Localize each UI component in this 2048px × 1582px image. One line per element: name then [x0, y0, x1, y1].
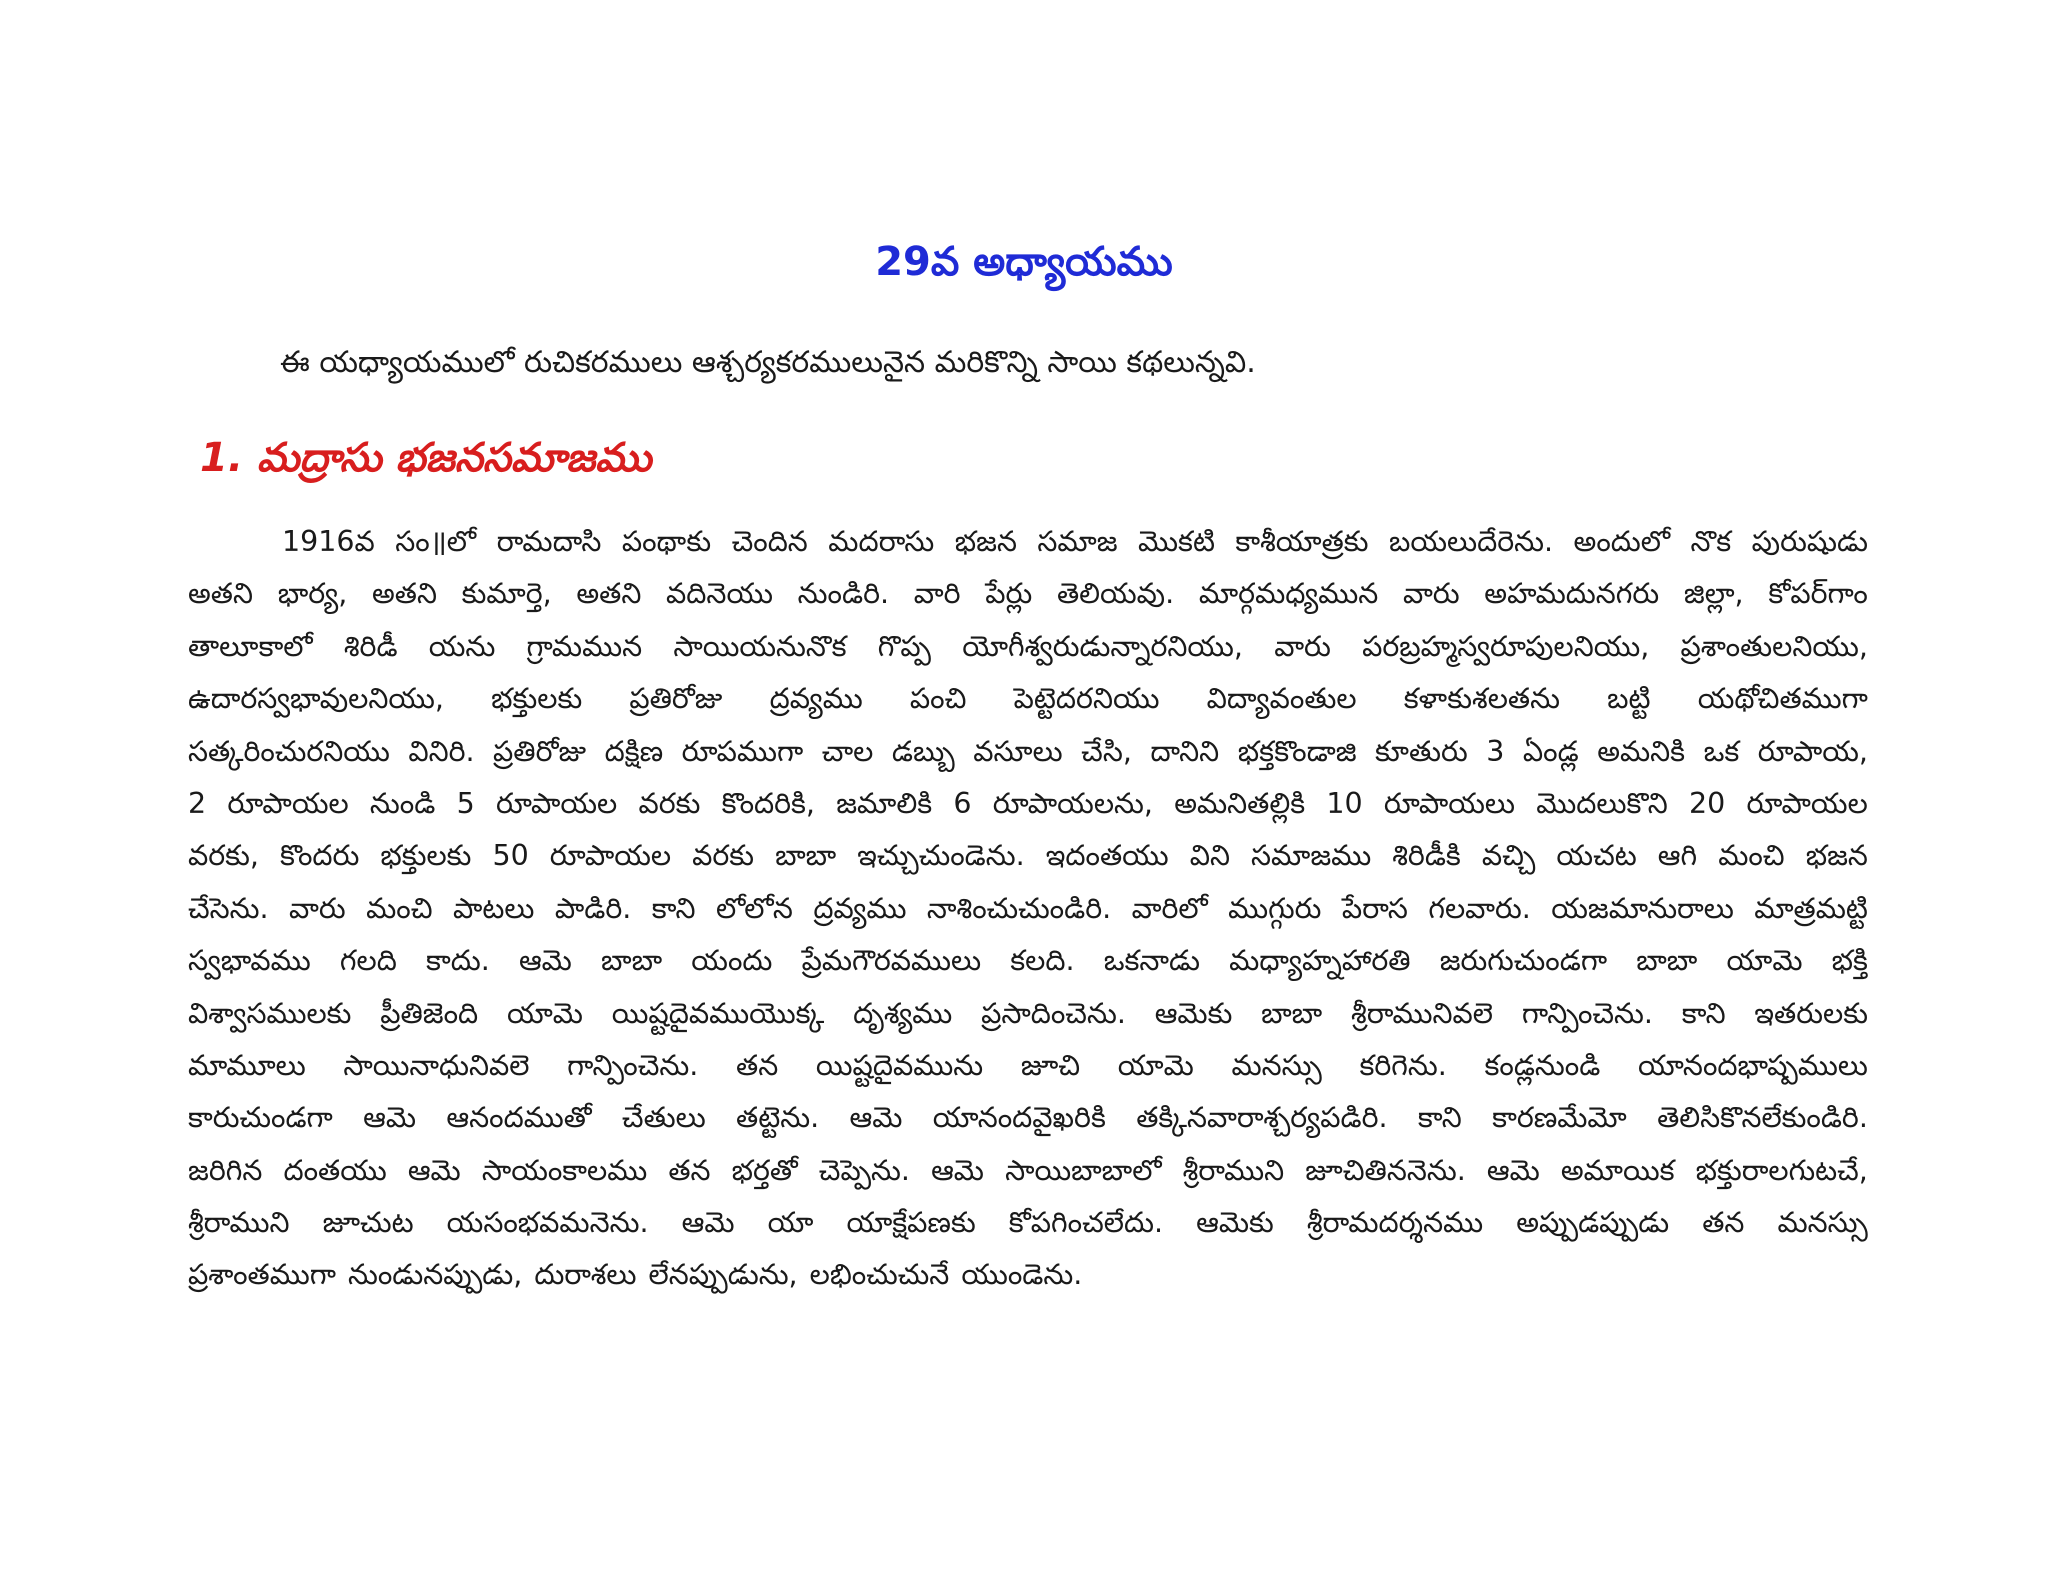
body-paragraph: [188, 525, 1868, 1311]
paragraph-word: ఇతరులకు: [1754, 996, 1868, 1030]
paragraph-word: ప్రేమగౌరవములు: [801, 944, 982, 978]
paragraph-word: ఆమెకు: [1154, 996, 1233, 1030]
paragraph-word: కారుచుండగా: [188, 1101, 333, 1135]
paragraph-word: మాత్రమట్టి: [1754, 891, 1868, 925]
paragraph-word: 5: [456, 786, 475, 820]
paragraph-word: నుండిరి.: [797, 577, 890, 611]
paragraph-word: ప్రీతిజెంది: [380, 996, 479, 1030]
paragraph-word: జిల్లా,: [1683, 577, 1744, 611]
paragraph-word: విని: [1189, 839, 1230, 873]
paragraph-word: కాశీయాత్రకు: [1235, 525, 1369, 558]
paragraph-word: దక్షిణ: [604, 734, 664, 768]
paragraph-word: వినిరి.: [408, 734, 475, 768]
paragraph-word: ప్రశాంతులనియు,: [1680, 629, 1868, 663]
paragraph-word: కొందరికి,: [721, 786, 815, 820]
paragraph-word: లభించుచునే: [809, 1258, 950, 1292]
paragraph-word: అమనితల్లికి: [1174, 786, 1306, 820]
paragraph-word: యజమానురాలు: [1551, 891, 1734, 925]
paragraph-word: 10: [1326, 786, 1363, 820]
paragraph-word: అహమదునగరు: [1484, 577, 1660, 611]
paragraph-word: నొక: [1690, 525, 1732, 558]
paragraph-word: చాల: [821, 734, 874, 768]
paragraph-word: యామె: [506, 996, 583, 1030]
paragraph-word: అందులో: [1573, 525, 1671, 558]
paragraph-word: లోలోన: [715, 891, 793, 925]
paragraph-word: కాని: [1681, 996, 1726, 1030]
paragraph-line: [188, 839, 1868, 891]
paragraph-word: యానందభాష్పములు: [1638, 1048, 1868, 1082]
paragraph-word: గొప్ప: [877, 629, 932, 663]
paragraph-word: పంచి: [909, 682, 967, 716]
paragraph-word: ఏండ్ల: [1522, 734, 1579, 768]
paragraph-word: కోపగించలేదు.: [1008, 1206, 1164, 1240]
paragraph-word: బయలుదేరెను.: [1389, 525, 1554, 558]
paragraph-word: శిరిడీకి: [1392, 839, 1461, 873]
paragraph-word: పాడిరి.: [554, 891, 632, 925]
paragraph-word: వరకు,: [188, 839, 259, 873]
paragraph-word: భక్తులకు: [491, 682, 583, 716]
paragraph-line: [188, 1101, 1868, 1153]
paragraph-word: 20: [1688, 786, 1726, 820]
paragraph-word: ఉదారస్వభావులనియు,: [188, 682, 444, 716]
chapter-intro: ఈ యధ్యాయములో రుచికరములు ఆశ్చర్యకరములునైన మరికొన్ని సాయి కథలున్నవి.: [280, 345, 1256, 380]
paragraph-word: యామె: [1726, 944, 1803, 978]
paragraph-word: ఆమె: [518, 944, 572, 978]
paragraph-word: ఇచ్చుచుండెను.: [857, 839, 1025, 873]
paragraph-word: మొదలుకొని: [1536, 786, 1668, 820]
paragraph-word: తన: [1702, 1206, 1745, 1240]
paragraph-line: [188, 735, 1868, 787]
paragraph-word: ప్రశాంతముగా: [188, 1258, 336, 1292]
paragraph-word: ఇదంతయు: [1045, 839, 1169, 873]
paragraph-word: కోపర్‌గాం: [1768, 577, 1868, 611]
paragraph-word: శ్రీరాముని: [188, 1206, 290, 1240]
paragraph-word: స్వభావము: [188, 944, 311, 978]
paragraph-word: సత్కరించురనియు: [188, 734, 390, 768]
paragraph-line: [188, 787, 1868, 839]
paragraph-word: రూపముగా: [681, 734, 804, 768]
paragraph-line: [188, 1154, 1868, 1206]
paragraph-word: కాని: [1417, 1101, 1462, 1135]
paragraph-word: గ్రామమున: [526, 629, 643, 663]
paragraph-word: పేరాస: [1341, 891, 1408, 925]
paragraph-word: యాక్షేపణకు: [846, 1206, 976, 1240]
paragraph-word: మంచి: [366, 891, 433, 925]
paragraph-word: అప్పుడప్పుడు: [1516, 1206, 1670, 1240]
paragraph-word: అమనికి: [1597, 734, 1686, 768]
paragraph-word: గలది: [339, 944, 397, 978]
paragraph-word: చెప్పెను.: [818, 1153, 910, 1187]
paragraph-word: పెట్టెదరనియు: [1013, 682, 1160, 716]
paragraph-word: దానిని: [1150, 734, 1220, 768]
paragraph-line: [188, 944, 1868, 996]
paragraph-word: ఒకనాడు: [1103, 944, 1200, 978]
paragraph-word: వరకు: [692, 839, 755, 873]
paragraph-word: ఆమెకు: [1196, 1206, 1274, 1240]
paragraph-word: వరకు: [638, 786, 701, 820]
paragraph-line: [188, 577, 1868, 629]
paragraph-word: వారిలో: [1131, 891, 1208, 925]
paragraph-word: మామూలు: [188, 1048, 306, 1082]
paragraph-word: పేర్లు: [985, 577, 1033, 611]
paragraph-word: రూపాయలు: [1383, 786, 1516, 820]
paragraph-word: అమాయిక: [1560, 1153, 1675, 1187]
paragraph-word: ఒక: [1703, 734, 1740, 768]
paragraph-word: బాబా: [601, 944, 663, 978]
paragraph-word: అతని: [371, 577, 437, 611]
paragraph-word: దురాశలు: [534, 1258, 637, 1292]
paragraph-word: ద్రవ్యము: [813, 891, 907, 925]
paragraph-word: యథోచితముగా: [1697, 682, 1868, 716]
paragraph-word: జరిగిన: [188, 1153, 263, 1187]
paragraph-word: ప్రసాదించెను.: [981, 996, 1126, 1030]
paragraph-word: యా: [767, 1206, 814, 1240]
paragraph-word: భజన: [1805, 839, 1868, 873]
paragraph-line: [188, 1049, 1868, 1101]
chapter-title: 29వ అధ్యాయము: [875, 239, 1173, 285]
paragraph-word: తెలిసికొనలేకుండిరి.: [1657, 1101, 1868, 1135]
paragraph-word: మదరాసు: [828, 525, 935, 558]
paragraph-word: యామె: [1117, 1048, 1194, 1082]
paragraph-word: ఆనందముతో: [446, 1101, 592, 1135]
paragraph-word: శ్రీరాముని: [1182, 1153, 1285, 1187]
paragraph-word: కలది.: [1010, 944, 1075, 978]
paragraph-word: ప్రతిరోజు: [629, 682, 723, 716]
paragraph-word: పాటలు: [452, 891, 535, 925]
paragraph-word: గాన్పించెను.: [567, 1048, 699, 1082]
paragraph-word: చేసెను.: [188, 891, 269, 925]
paragraph-word: ముగ్గురు: [1228, 891, 1322, 925]
paragraph-word: ఆమె: [363, 1101, 417, 1135]
paragraph-word: 1916వ: [282, 525, 375, 558]
paragraph-word: ఆగి: [1657, 839, 1698, 873]
paragraph-word: సమాజ: [1037, 525, 1118, 558]
paragraph-word: మనస్సు: [1777, 1206, 1868, 1240]
paragraph-word: 50: [492, 839, 529, 873]
paragraph-word: గాన్పించెను.: [1521, 996, 1653, 1030]
paragraph-word: అతని: [188, 577, 253, 611]
paragraph-word: శిరిడీ: [343, 629, 398, 663]
paragraph-word: మొకటి: [1138, 525, 1215, 558]
paragraph-word: యసంభవమనెను.: [446, 1206, 649, 1240]
paragraph-word: మధ్యాహ్నహారతి: [1229, 944, 1411, 978]
paragraph-word: జరుగుచుండగా: [1439, 944, 1608, 978]
paragraph-line: [188, 1258, 1868, 1310]
paragraph-word: మనస్సు: [1231, 1048, 1322, 1082]
paragraph-word: కాదు.: [426, 944, 490, 978]
paragraph-word: సాయంకాలము: [481, 1153, 648, 1187]
paragraph-word: కాని: [651, 891, 696, 925]
paragraph-word: యోగీశ్వరుడున్నారనియు,: [962, 629, 1243, 663]
paragraph-word: మార్గమధ్యమున: [1198, 577, 1379, 611]
paragraph-word: ప్రతిరోజు: [493, 734, 587, 768]
paragraph-word: కరిగెను.: [1359, 1048, 1447, 1082]
paragraph-word: తెలియవు.: [1056, 577, 1175, 611]
paragraph-word: శ్రీరామునివలె: [1351, 996, 1494, 1030]
paragraph-word: వారి: [913, 577, 961, 611]
paragraph-word: సాయియనునొక: [673, 629, 847, 663]
paragraph-word: భార్య,: [277, 577, 348, 611]
paragraph-word: యిష్టదైవమును: [815, 1048, 984, 1082]
paragraph-word: రూపాయ,: [1757, 734, 1868, 768]
paragraph-word: తక్కినవారాశ్చర్యపడిరి.: [1136, 1101, 1388, 1135]
paragraph-word: సమాజము: [1251, 839, 1372, 873]
paragraph-word: డబ్బు: [891, 734, 955, 768]
paragraph-word: చేసి,: [1081, 734, 1132, 768]
paragraph-word: వసూలు: [973, 734, 1063, 768]
paragraph-word: భర్తతో: [731, 1153, 798, 1187]
paragraph-word: భక్తకొండాజి: [1237, 734, 1357, 768]
paragraph-word: భక్తురాలగుటచే,: [1695, 1153, 1868, 1187]
paragraph-word: అతని: [576, 577, 642, 611]
paragraph-word: వారు: [1402, 577, 1460, 611]
paragraph-word: కొందరు: [280, 839, 360, 873]
paragraph-line: [188, 997, 1868, 1049]
paragraph-word: బట్టి: [1607, 682, 1651, 716]
paragraph-word: రూపాయలను,: [992, 786, 1153, 820]
paragraph-word: వదినెయు: [666, 577, 773, 611]
paragraph-word: రామదాసి: [496, 525, 602, 558]
paragraph-word: వచ్చి: [1481, 839, 1536, 873]
paragraph-word: ఆమె: [407, 1153, 461, 1187]
paragraph-word: మంచి: [1718, 839, 1785, 873]
paragraph-word: రూపాయల: [227, 786, 349, 820]
paragraph-word: యుండెను.: [961, 1258, 1083, 1292]
paragraph-word: కండ్లనుండి: [1484, 1048, 1601, 1082]
paragraph-line: [188, 630, 1868, 682]
paragraph-line: [188, 525, 1868, 577]
paragraph-word: విశ్వాసములకు: [188, 996, 352, 1030]
section-heading: 1. మద్రాసు భజనసమాజము: [200, 435, 652, 481]
paragraph-word: కారణమేమో: [1492, 1101, 1627, 1135]
paragraph-word: కుమార్తె,: [461, 577, 552, 611]
paragraph-word: నుండి: [369, 786, 436, 820]
paragraph-word: దృశ్యము: [853, 996, 953, 1030]
paragraph-word: 3: [1486, 734, 1505, 768]
paragraph-word: వారు: [1274, 629, 1331, 663]
paragraph-word: యిష్టదైవముయొక్క: [611, 996, 825, 1030]
paragraph-word: ఆమె: [849, 1101, 903, 1135]
paragraph-word: ద్రవ్యము: [769, 682, 863, 716]
paragraph-word: రూపాయల: [495, 786, 618, 820]
paragraph-word: జూచుట: [322, 1206, 414, 1240]
paragraph-word: ఆమె: [931, 1153, 984, 1187]
paragraph-word: విద్యావంతుల: [1206, 682, 1357, 716]
paragraph-line: [188, 1206, 1868, 1258]
paragraph-word: సాయిబాబాలో: [1005, 1153, 1162, 1187]
paragraph-word: పురుషుడు: [1751, 525, 1868, 558]
paragraph-word: పంథాకు: [621, 525, 712, 558]
paragraph-word: లేనప్పుడును,: [648, 1258, 798, 1292]
paragraph-word: తన: [736, 1048, 779, 1082]
paragraph-word: చెందిన: [731, 525, 808, 558]
paragraph-word: ఆమె: [1486, 1153, 1540, 1187]
paragraph-word: రూపాయల: [1746, 786, 1868, 820]
paragraph-word: జూచితిననెను.: [1305, 1153, 1466, 1187]
paragraph-word: యచట: [1556, 839, 1637, 873]
paragraph-word: తన: [668, 1153, 711, 1187]
paragraph-word: వారు: [289, 891, 346, 925]
paragraph-word: ఆమె: [681, 1206, 735, 1240]
paragraph-word: కళాకుశలతను: [1403, 682, 1560, 716]
paragraph-word: 6: [953, 786, 972, 820]
paragraph-word: భజన: [954, 525, 1017, 558]
paragraph-word: నుండునప్పుడు,: [347, 1258, 523, 1292]
paragraph-word: భక్తి: [1831, 944, 1868, 978]
paragraph-word: యను: [428, 629, 496, 663]
paragraph-word: భక్తులకు: [380, 839, 472, 873]
paragraph-word: 2: [188, 786, 207, 820]
paragraph-word: యానందవైఖరికి: [932, 1101, 1106, 1135]
paragraph-word: సం॥లో: [395, 525, 477, 558]
paragraph-word: జమాలికి: [836, 786, 933, 820]
paragraph-word: బాబా: [1261, 996, 1323, 1030]
paragraph-word: జూచి: [1020, 1048, 1081, 1082]
paragraph-word: బాబా: [775, 839, 837, 873]
paragraph-line: [188, 892, 1868, 944]
paragraph-word: గలవారు.: [1428, 891, 1531, 925]
paragraph-word: సాయినాధునివలె: [343, 1048, 530, 1082]
paragraph-word: రూపాయల: [549, 839, 672, 873]
paragraph-word: నాశించుచుండిరి.: [926, 891, 1112, 925]
paragraph-word: పరబ్రహ్మస్వరూపులనియు,: [1362, 629, 1650, 663]
paragraph-word: కూతురు: [1375, 734, 1468, 768]
paragraph-word: తట్టెను.: [736, 1101, 820, 1135]
paragraph-word: దంతయు: [283, 1153, 387, 1187]
paragraph-word: శ్రీరామదర్శనము: [1306, 1206, 1484, 1240]
paragraph-word: చేతులు: [621, 1101, 706, 1135]
paragraph-line: [188, 682, 1868, 734]
paragraph-word: బాబా: [1636, 944, 1698, 978]
paragraph-word: తాలూకాలో: [188, 629, 313, 663]
paragraph-word: యందు: [691, 944, 773, 978]
